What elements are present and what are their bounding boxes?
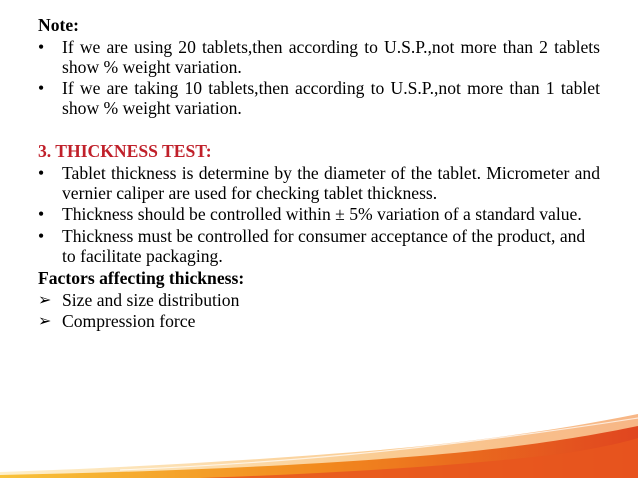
- thickness-bullet-3: [38, 227, 600, 267]
- thickness-bullet-text: Thickness should be controlled within ± 5% variation of a standard value.: [62, 204, 582, 225]
- bullet-icon: •: [38, 78, 45, 99]
- bullet-icon: •: [38, 36, 45, 57]
- note-bullet-2: [38, 79, 600, 119]
- bullet-icon: •: [38, 226, 45, 247]
- thickness-bullet-2: [38, 205, 600, 225]
- factor-item-1: [38, 291, 600, 311]
- thickness-bullet-1: [38, 164, 600, 204]
- slide-content: [38, 16, 600, 334]
- factor-item-2: [38, 312, 600, 332]
- note-bullet-text: If we are taking 10 tablets,then according to U.S.P.,not more than 1 tablet show % weight variation.: [62, 78, 600, 119]
- thickness-test-heading: 3. THICKNESS TEST:: [38, 140, 212, 161]
- arrow-bullet-icon: ➢: [38, 291, 52, 309]
- factor-item-text: Compression force: [62, 311, 196, 332]
- factor-item-text: Size and size distribution: [62, 289, 240, 310]
- thickness-bullet-text: Thickness must be controlled for consumer acceptance of the product, and to facilitate packaging.: [62, 226, 586, 266]
- arrow-bullet-icon: ➢: [38, 313, 52, 331]
- thickness-bullet-text: Tablet thickness is determine by the diameter of the tablet. Micrometer and vernier caliper are used for checking tablet thickness.: [62, 162, 600, 203]
- bullet-icon: •: [38, 162, 45, 183]
- factors-heading: Factors affecting thickness:: [38, 267, 245, 288]
- decorative-wave: [0, 408, 638, 478]
- note-bullet-text: If we are using 20 tablets,then according to U.S.P.,not more than 2 tablets show % weight variation.: [62, 36, 600, 77]
- note-heading: Note:: [38, 15, 80, 35]
- spacer: [38, 121, 600, 142]
- note-bullet-1: [38, 38, 600, 78]
- bullet-icon: •: [38, 204, 45, 225]
